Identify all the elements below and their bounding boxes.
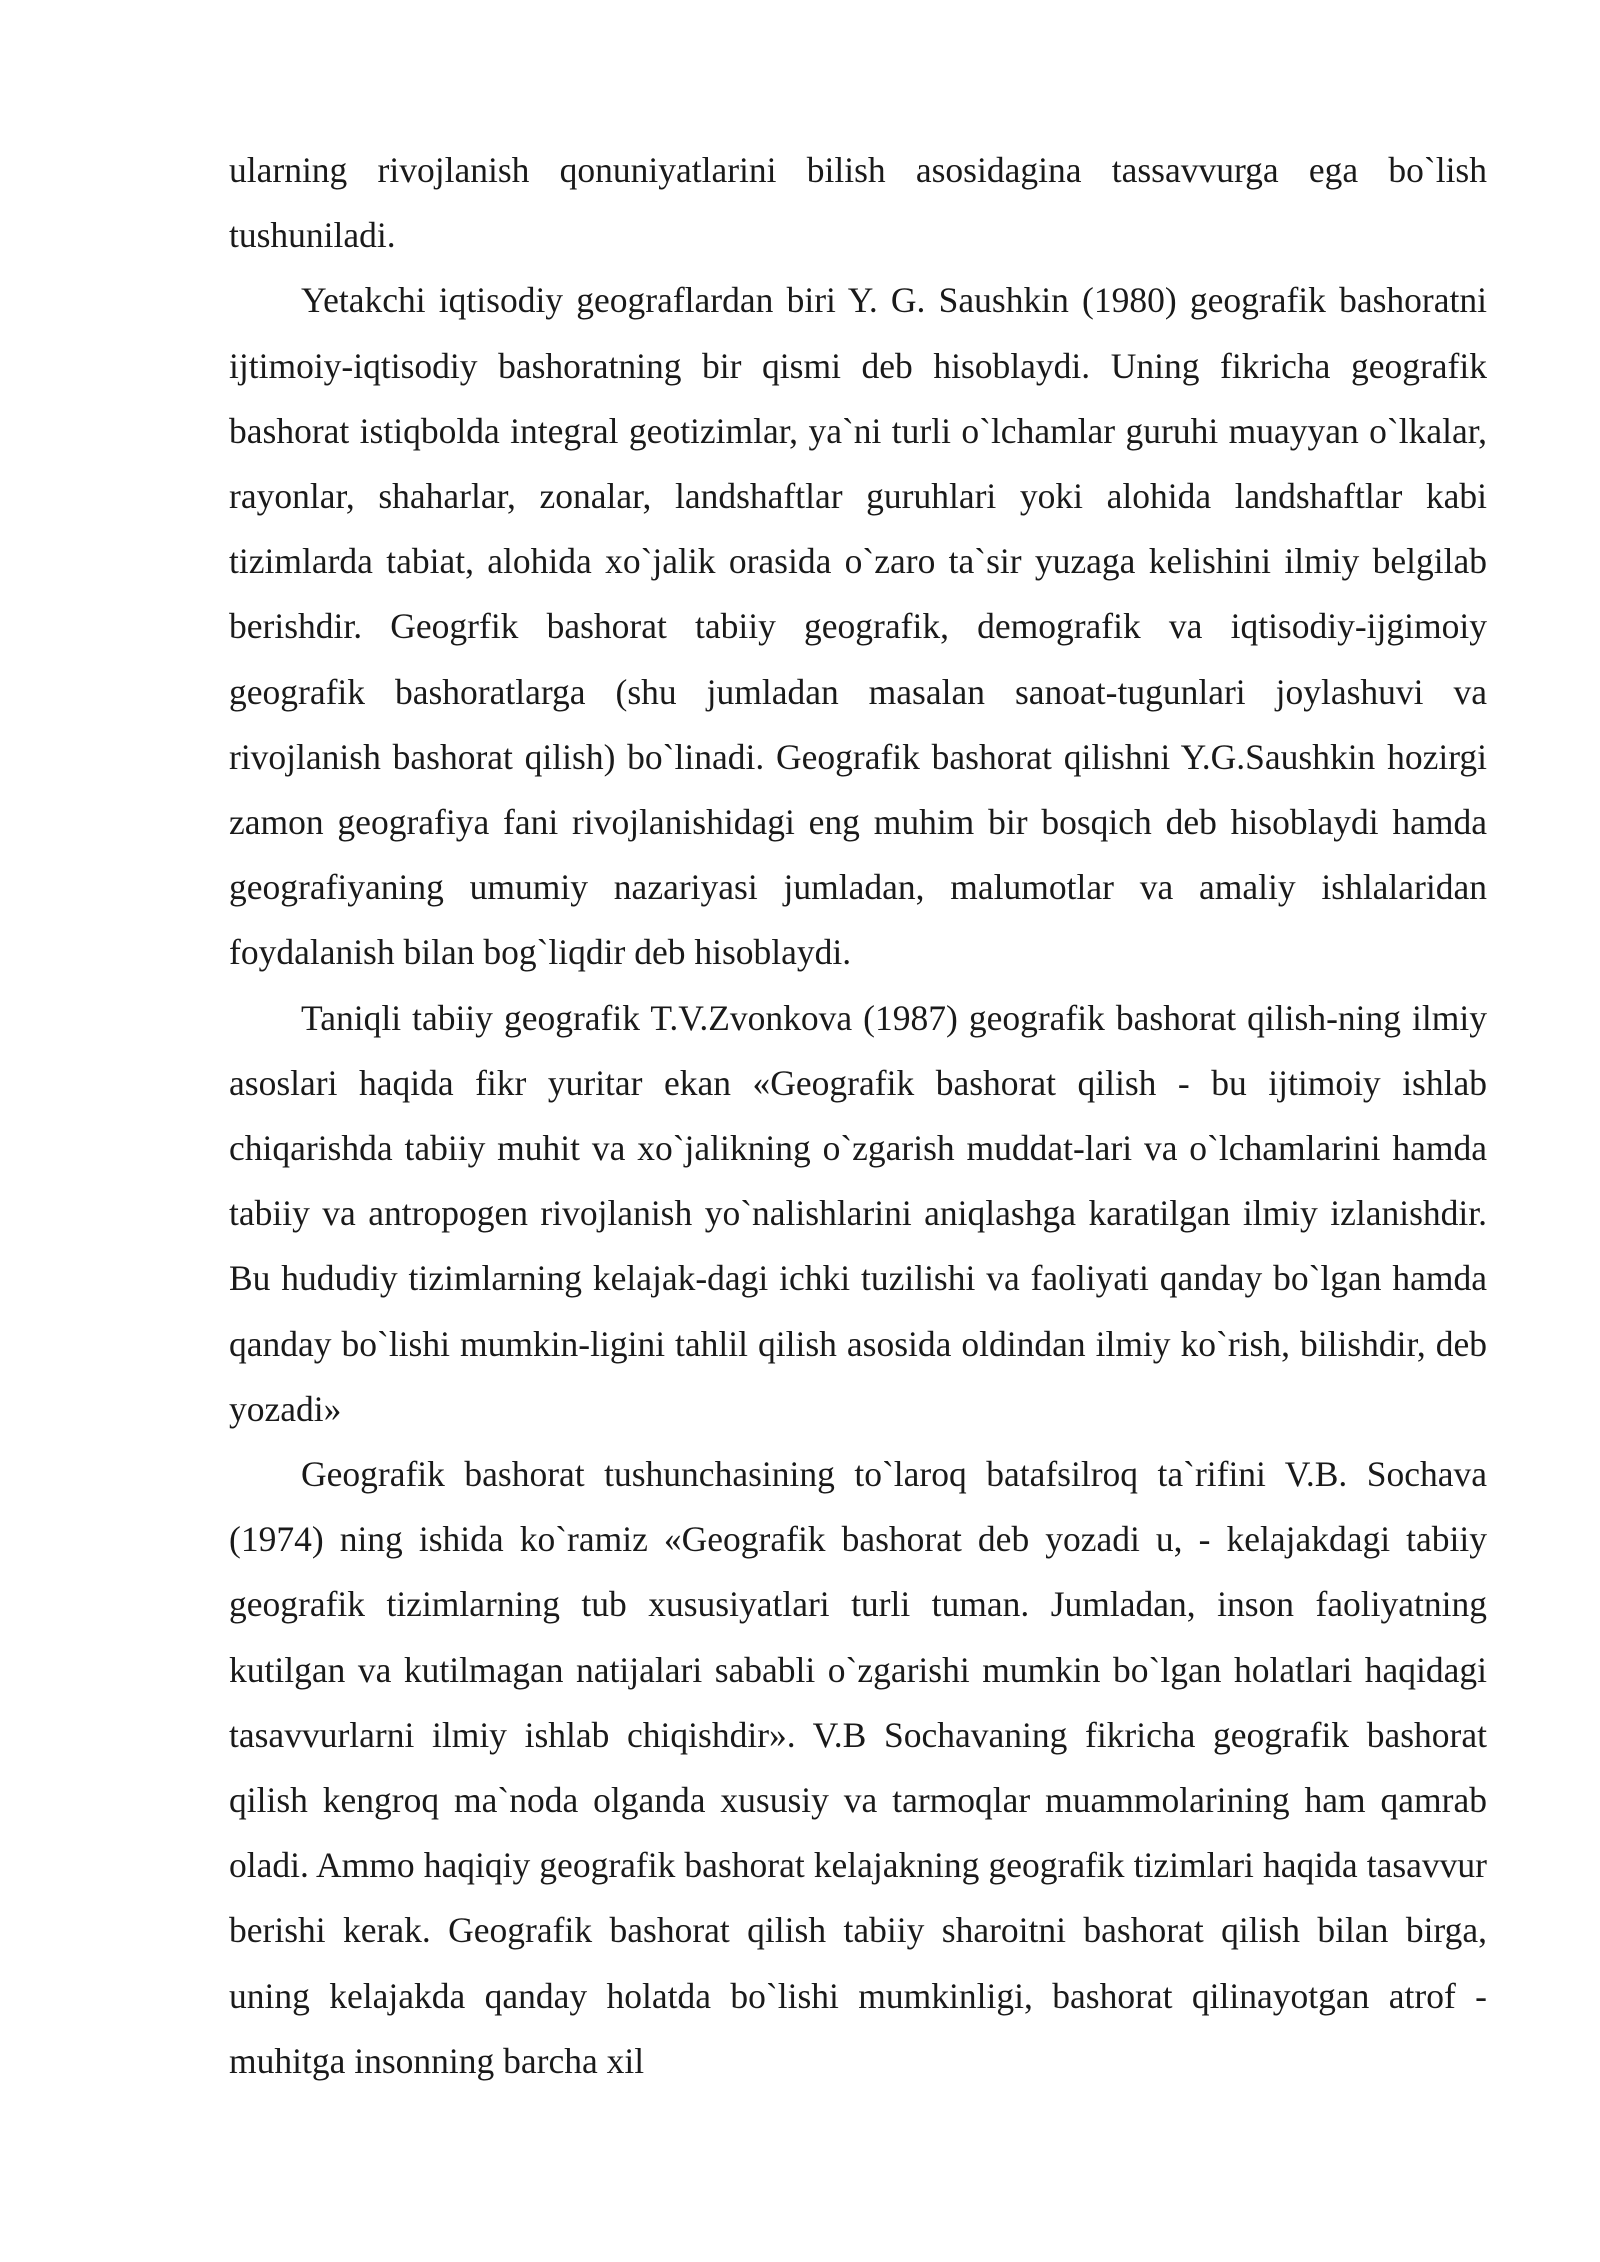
paragraph-zvonkova: Taniqli tabiiy geografik T.V.Zvonkova (1987) geografik bashorat qilish-ning ilmiy asoslari haqida fikr yuritar ekan «Geografik bashorat qilish - bu ijtimoiy ishlab chiqarishda tabiiy muhit va xo`jalikning o`zgarish muddat-lari va o`lchamlarini hamda tabiiy va antropogen rivojlanish yo`nalishlarini aniqlashga karatilgan ilmiy izlanishdir. Bu hududiy tizimlarning kelajak-dagi ichki tuzilishi va faoliyati qanday bo`lgan hamda qanday bo`lishi mumkin-ligini tahlil qilish asosida oldindan ilmiy ko`rish, bilishdir, deb yozadi»	[229, 997, 1487, 1429]
paragraph-sochava: Geografik bashorat tushunchasining to`laroq batafsilroq ta`rifini V.B. Sochava (1974) ning ishida ko`ramiz «Geografik bashorat deb yozadi u, - kelajakdagi tabiiy geografik tizimlarning tub xususiyatlari turli tuman. Jumladan, inson faoliyatning kutilgan va kutilmagan natijalari sababli o`zgarishi mumkin bo`lgan holatlari haqidagi tasavvurlarni ilmiy ishlab chiqishdir». V.B Sochavaning fikricha geografik bashorat qilish kengroq ma`noda olganda xususiy va tarmoqlar muammolarining ham qamrab oladi. Ammo haqiqiy geografik bashorat kelajakning geografik tizimlari haqida tasavvur berishi kerak. Geografik bashorat qilish tabiiy sharoitni bashorat qilish bilan birga, uning kelajakda qanday holatda bo`lishi mumkinligi, bashorat qilinayotgan atrof - muhitga insonning barcha xil	[229, 1454, 1487, 2081]
document-page	[229, 138, 1487, 2094]
paragraph-saushkin: Yetakchi iqtisodiy geograflardan biri Y. G. Saushkin (1980) geografik bashoratni ijtimoiy-iqtisodiy bashoratning bir qismi deb hisoblaydi. Uning fikricha geografik bashorat istiqbolda integral geotizimlar, ya`ni turli o`lchamlar guruhi muayyan o`lkalar, rayonlar, shaharlar, zonalar, landshaftlar guruhlari yoki alohida landshaftlar kabi tizimlarda tabiat, alohida xo`jalik orasida o`zaro ta`sir yuzaga kelishini ilmiy belgilab berishdir. Geogrfik bashorat tabiiy geografik, demografik va iqtisodiy-ijgimoiy geografik bashoratlarga (shu jumladan masalan sanoat-tugunlari joylashuvi va rivojlanish bashorat qilish) bo`linadi. Geografik bashorat qilishni Y.G.Saushkin hozirgi zamon geografiya fani rivojlanishidagi eng muhim bir bosqich deb hisoblaydi hamda geografiyaning umumiy nazariyasi jumladan, malumotlar va amaliy ishlalaridan foydalanish bilan bog`liqdir deb hisoblaydi.	[229, 280, 1487, 973]
paragraph-continuation: ularning rivojlanish qonuniyatlarini bilish asosidagina tassavvurga ega bo`lish tushuniladi.	[229, 150, 1487, 256]
